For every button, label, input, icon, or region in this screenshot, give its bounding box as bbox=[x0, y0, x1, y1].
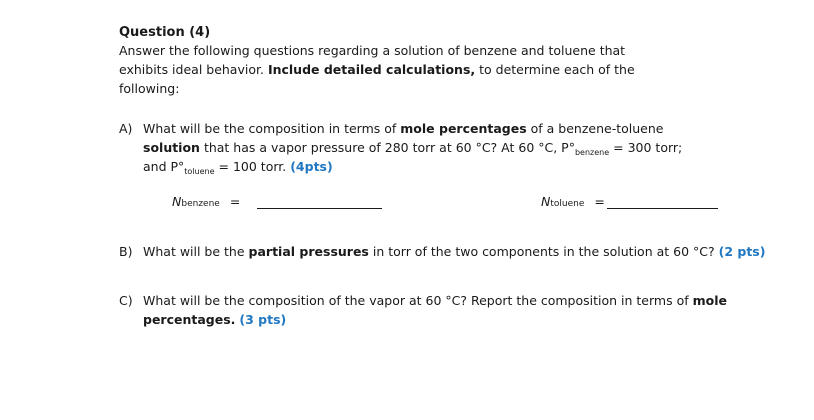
part-b-letter: B) bbox=[119, 244, 133, 259]
part-a-line-3 bbox=[143, 158, 333, 178]
part-a-text-1a: What will be the composition in terms of bbox=[143, 121, 397, 136]
part-c-letter: C) bbox=[119, 293, 133, 308]
n-toluene-label bbox=[541, 193, 605, 213]
part-a-line-1 bbox=[143, 120, 663, 138]
part-a-text-3a: and P° bbox=[143, 159, 185, 174]
p-toluene-subscript: toluene bbox=[184, 167, 215, 176]
n-benzene-equals: = bbox=[229, 194, 241, 209]
n-toluene-symbol: N bbox=[541, 194, 551, 209]
part-a-text-2c: = 300 torr; bbox=[613, 140, 683, 155]
n-benzene-symbol: N bbox=[172, 194, 182, 209]
part-c-emphasis-1: mole bbox=[692, 293, 727, 308]
part-a-emphasis-2: solution bbox=[143, 140, 200, 155]
intro-line-3 bbox=[119, 80, 179, 98]
part-a-text-2b: that has a vapor pressure of 280 torr at 60 °C? At 60 °C, P° bbox=[203, 140, 575, 155]
part-c-line-1 bbox=[143, 292, 727, 310]
intro-text-1: Answer the following questions regarding a solution of benzene and toluene that bbox=[119, 43, 626, 58]
intro-emphasis: Include detailed calculations, bbox=[267, 62, 476, 77]
intro-line-2 bbox=[119, 61, 635, 79]
question-title: Question (4) bbox=[119, 25, 211, 40]
intro-text-2c: to determine each of the bbox=[479, 62, 635, 77]
part-a-line-2 bbox=[143, 139, 682, 159]
part-c-line-2 bbox=[143, 311, 286, 329]
part-b-emphasis: partial pressures bbox=[248, 244, 369, 259]
intro-line-1 bbox=[119, 42, 625, 60]
part-b-text-c: in torr of the two components in the solution at 60 °C? bbox=[372, 244, 715, 259]
part-c-points: (3 pts) bbox=[239, 312, 287, 327]
part-c-text-1a: What will be the composition of the vapor at 60 °C? Report the composition in terms of bbox=[143, 293, 689, 308]
part-b-text-a: What will be the bbox=[143, 244, 245, 259]
part-a-text-1c: of a benzene-toluene bbox=[530, 121, 664, 136]
n-benzene-subscript: benzene bbox=[181, 199, 220, 209]
n-benzene-answer-blank[interactable] bbox=[257, 208, 382, 209]
part-a-text-3b: = 100 torr. bbox=[218, 159, 287, 174]
part-a-points: (4pts) bbox=[290, 159, 333, 174]
intro-text-3: following: bbox=[119, 81, 180, 96]
part-b-points: (2 pts) bbox=[718, 244, 766, 259]
part-b-line bbox=[143, 243, 765, 261]
n-toluene-subscript: toluene bbox=[550, 199, 585, 209]
part-c-emphasis-2: percentages. bbox=[143, 312, 236, 327]
n-toluene-equals: = bbox=[594, 194, 605, 209]
n-toluene-answer-blank[interactable] bbox=[607, 208, 718, 209]
intro-text-2a: exhibits ideal behavior. bbox=[119, 62, 264, 77]
n-benzene-label bbox=[172, 193, 240, 213]
p-benzene-subscript: benzene bbox=[574, 148, 610, 157]
part-a-emphasis-1: mole percentages bbox=[400, 121, 527, 136]
part-a-letter: A) bbox=[119, 121, 133, 136]
